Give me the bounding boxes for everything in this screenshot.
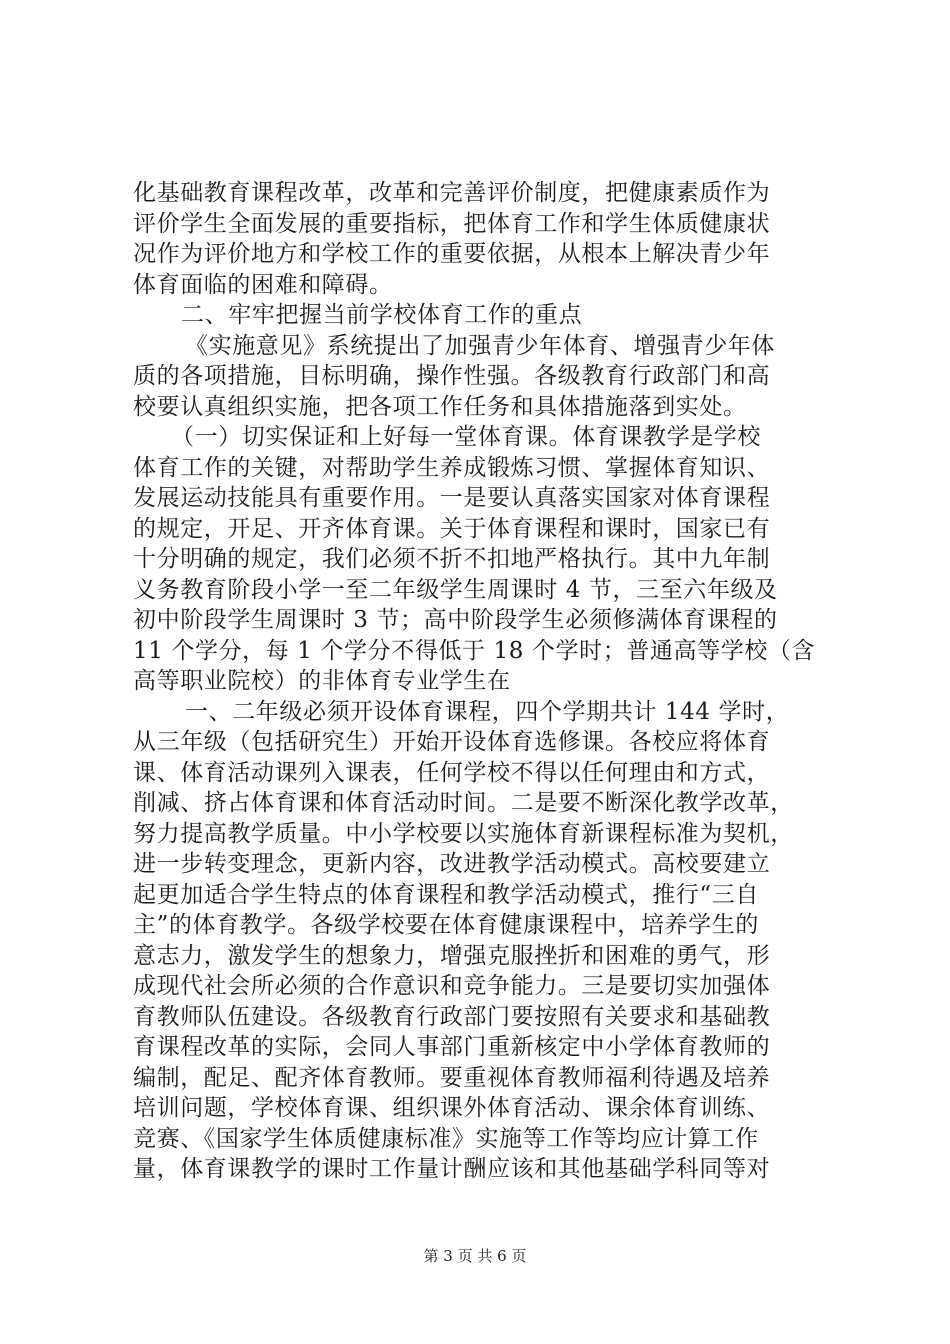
text-line: 编制，配足、配齐体育教师。要重视体育教师福利待遇及培养: [133, 1064, 771, 1091]
text-line: 况作为评价地方和学校工作的重要依据，从根本上解决青少年: [133, 241, 771, 267]
text-line: 高等职业院校）的非体育专业学生在: [133, 668, 511, 694]
text-line: 育课程改革的实际，会同人事部门重新核定中小学体育教师的: [133, 1034, 771, 1060]
text-line: 主”的体育教学。各级学校要在体育健康课程中，培养学生的: [133, 912, 759, 938]
text-line: 评价学生全面发展的重要指标，把体育工作和学生体质健康状: [133, 210, 771, 237]
text-line: 体育工作的关键，对帮助学生养成锻炼习惯、掌握体育知识、: [133, 454, 771, 481]
text-line: 意志力，激发学生的想象力，增强克服挫折和困难的勇气，形: [133, 942, 771, 969]
text-line: 初中阶段学生周课时 3 节；高中阶段学生必须修满体育课程的: [133, 607, 778, 633]
text-line: 体育面临的困难和障碍。: [133, 271, 393, 298]
text-line: 化基础教育课程改革，改革和完善评价制度，把健康素质作为: [133, 180, 771, 206]
text-line: 十分明确的规定，我们必须不折不扣地严格执行。其中九年制: [133, 546, 771, 572]
text-line: 进一步转变理念，更新内容，改进教学活动模式。高校要建立: [133, 851, 771, 877]
text-line: 11 个学分，每 1 个学分不得低于 18 个学时；普通高等学校（含: [133, 637, 816, 664]
text-line: 努力提高教学质量。中小学校要以实施体育新课程标准为契机，: [133, 820, 794, 847]
text-line: 课、体育活动课列入课表，任何学校不得以任何理由和方式，: [133, 759, 771, 786]
text-line: 的规定，开足、开齐体育课。关于体育课程和课时，国家已有: [133, 515, 771, 542]
text-line: 培训问题，学校体育课、组织课外体育活动、课余体育训练、: [133, 1095, 771, 1121]
text-line: 发展运动技能具有重要作用。一是要认真落实国家对体育课程: [133, 485, 771, 511]
section-heading: 二、牢牢把握当前学校体育工作的重点: [181, 302, 583, 328]
document-body: [133, 178, 833, 1185]
text-line: 竞赛、《国家学生体质健康标准》实施等工作等均应计算工作: [133, 1125, 759, 1152]
text-line: 起更加适合学生特点的体育课程和教学活动模式，推行“三自: [133, 881, 759, 908]
text-line: 削减、挤占体育课和体育活动时间。二是要不断深化教学改革，: [133, 790, 794, 816]
text-line: 《实施意见》系统提出了加强青少年体育、增强青少年体: [185, 332, 775, 359]
text-line: 义务教育阶段小学一至二年级学生周课时 4 节，三至六年级及: [133, 576, 778, 603]
text-line: 质的各项措施，目标明确，操作性强。各级教育行政部门和高: [133, 363, 771, 389]
text-line: 成现代社会所必须的合作意识和竞争能力。三是要切实加强体: [133, 973, 771, 999]
text-line: 从三年级（包括研究生）开始开设体育选修课。各校应将体育: [133, 729, 771, 755]
text-line: 育教师队伍建设。各级教育行政部门要按照有关要求和基础教: [133, 1003, 771, 1030]
subsection-start: （一）切实保证和上好每一堂体育课。体育课教学是学校: [171, 424, 761, 450]
page-footer: 第 3 页 共 6 页: [423, 1247, 527, 1265]
text-line: 一、二年级必须开设体育课程，四个学期共计 144 学时，: [185, 698, 790, 725]
text-line: 量，体育课教学的课时工作量计酬应该和其他基础学科同等对: [133, 1156, 771, 1182]
text-line: 校要认真组织实施，把各项工作任务和具体措施落到实处。: [133, 393, 747, 420]
